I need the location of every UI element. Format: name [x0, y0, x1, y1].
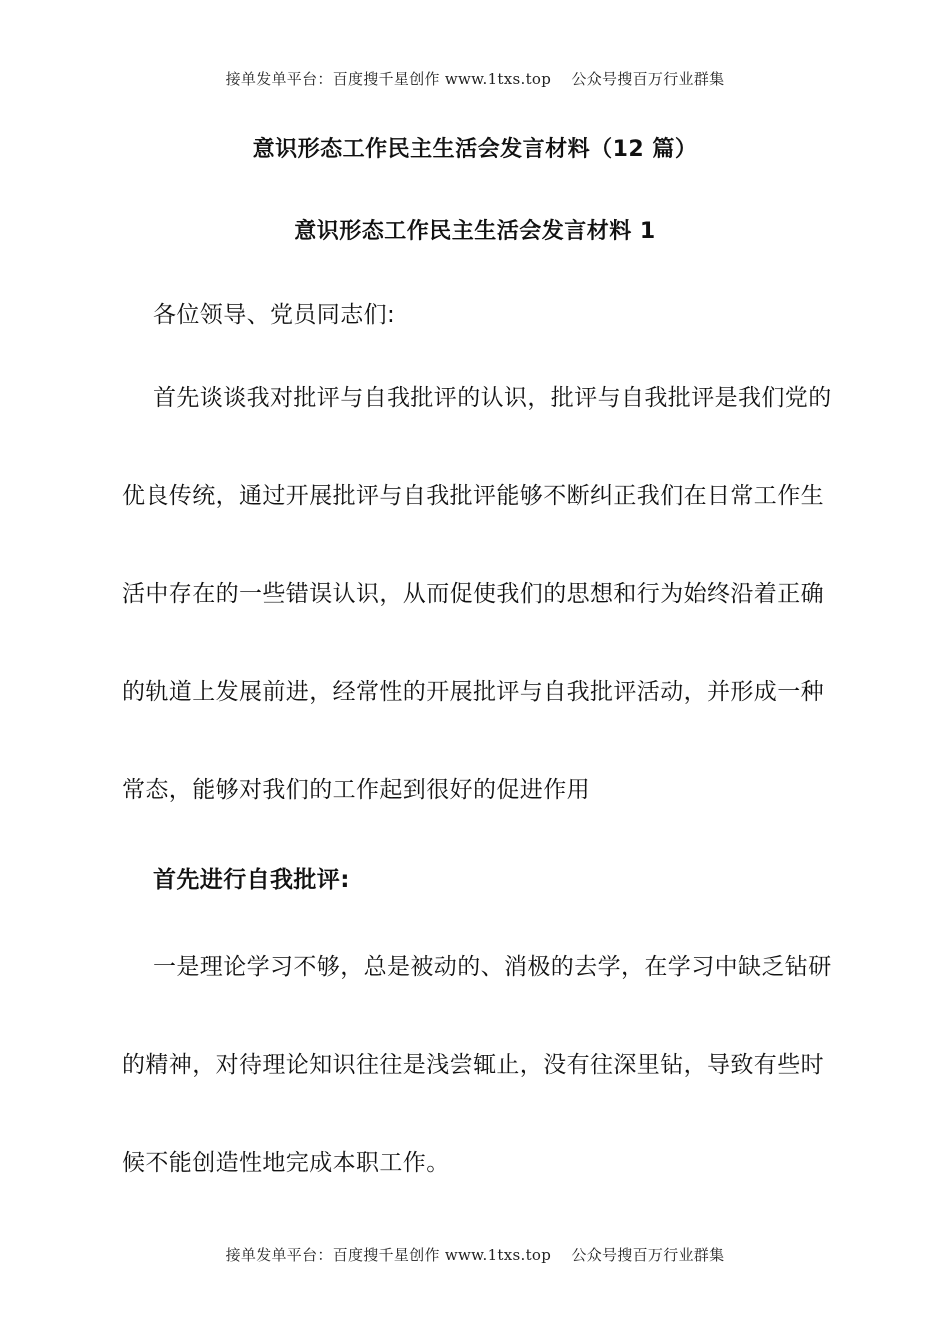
section-heading: 首先进行自我批评: [153, 867, 350, 893]
page-header: 接单发单平台：百度搜千星创作 www.1txs.top 公众号搜百万行业群集 [225, 70, 725, 88]
salutation: 各位领导、党员同志们: [153, 302, 396, 328]
paragraph-theory-study: 一是理论学习不够，总是被动的、消极的去学，在学习中缺乏钻研的精神，对待理论知识往往是浅尝辄止，没有往深里钻，导致有些时候不能创造性地完成本职工作。 [122, 954, 832, 1176]
page-footer: 接单发单平台：百度搜千星创作 www.1txs.top 公众号搜百万行业群集 [225, 1246, 725, 1264]
document-subtitle: 意识形态工作民主生活会发言材料 1 [294, 219, 656, 244]
document-title: 意识形态工作民主生活会发言材料（12 篇） [252, 137, 698, 162]
paragraph-criticism-intro: 首先谈谈我对批评与自我批评的认识，批评与自我批评是我们党的优良传统，通过开展批评与自我批评能够不断纠正我们在日常工作生活中存在的一些错误认识，从而促使我们的思想和行为始终沿着正确的轨道上发展前进，经常性的开展批评与自我批评活动，并形成一种常态，能够对我们的工作起到很好的促进作用 [122, 385, 832, 803]
